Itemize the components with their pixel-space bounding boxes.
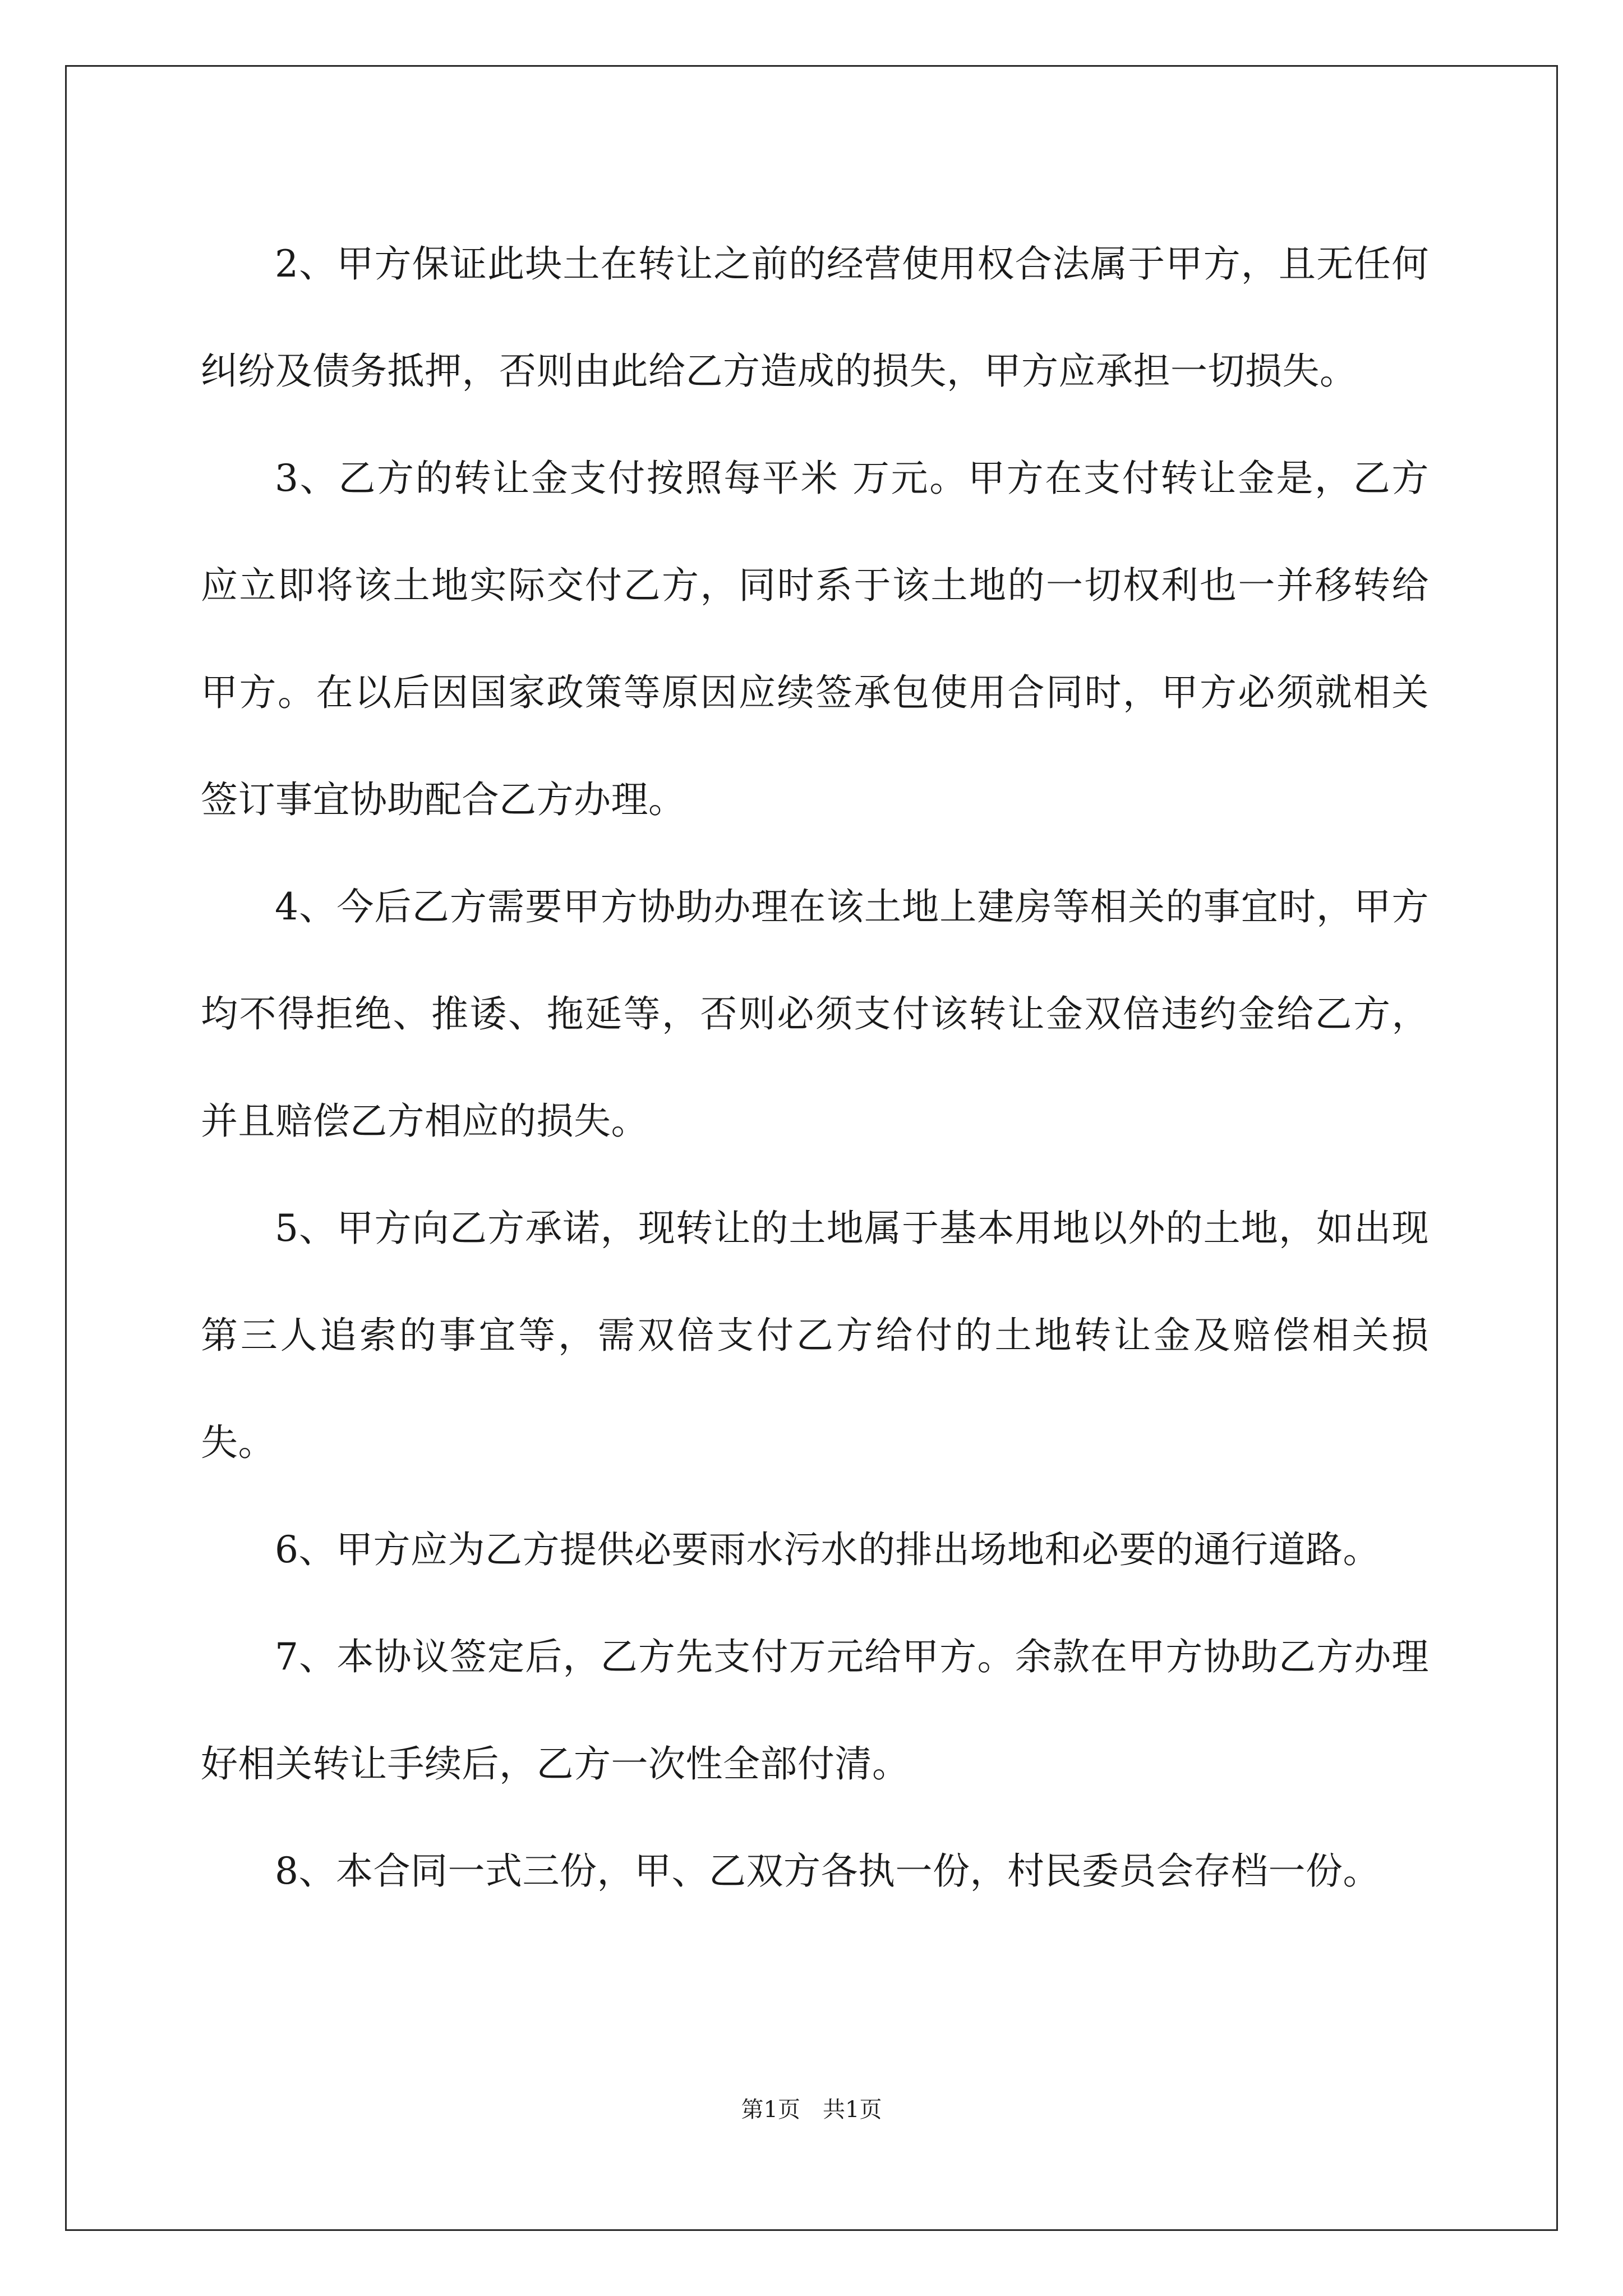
clause-6: 6、甲方应为乙方提供必要雨水污水的排出场地和必要的通行道路。 — [275, 1528, 1380, 1571]
clause-8: 8、本合同一式三份，甲、乙双方各执一份，村民委员会存档一份。 — [275, 1849, 1380, 1893]
page-number-footer: 第1页 共1页 — [741, 2097, 882, 2123]
clause-2: 2、甲方保证此块土在转让之前的经营使用权合法属于甲方，且无任何纠纷及债务抵押，否则由此给乙方造成的损失，甲方应承担一切损失。 — [201, 242, 1429, 393]
clause-5: 5、甲方向乙方承诺，现转让的土地属于基本用地以外的土地，如出现第三人追索的事宜等，需双倍支付乙方给付的土地转让金及赔偿相关损失。 — [201, 1207, 1429, 1464]
clause-7: 7、本协议签定后，乙方先支付万元给甲方。余款在甲方协助乙方办理好相关转让手续后，乙方一次性全部付清。 — [201, 1635, 1429, 1786]
document-body — [201, 210, 1429, 1925]
clause-4: 4、今后乙方需要甲方协助办理在该土地上建房等相关的事宜时，甲方均不得拒绝、推诿、拖延等，否则必须支付该转让金双倍违约金给乙方，并且赔偿乙方相应的损失。 — [201, 885, 1429, 1143]
clause-3: 3、乙方的转让金支付按照每平米 万元。甲方在支付转让金是，乙方应立即将该土地实际交付乙方，同时系于该土地的一切权利也一并移转给甲方。在以后因国家政策等原因应续签承包使用合同时，甲方必须就相关签订事宜协助配合乙方办理。 — [201, 457, 1429, 821]
